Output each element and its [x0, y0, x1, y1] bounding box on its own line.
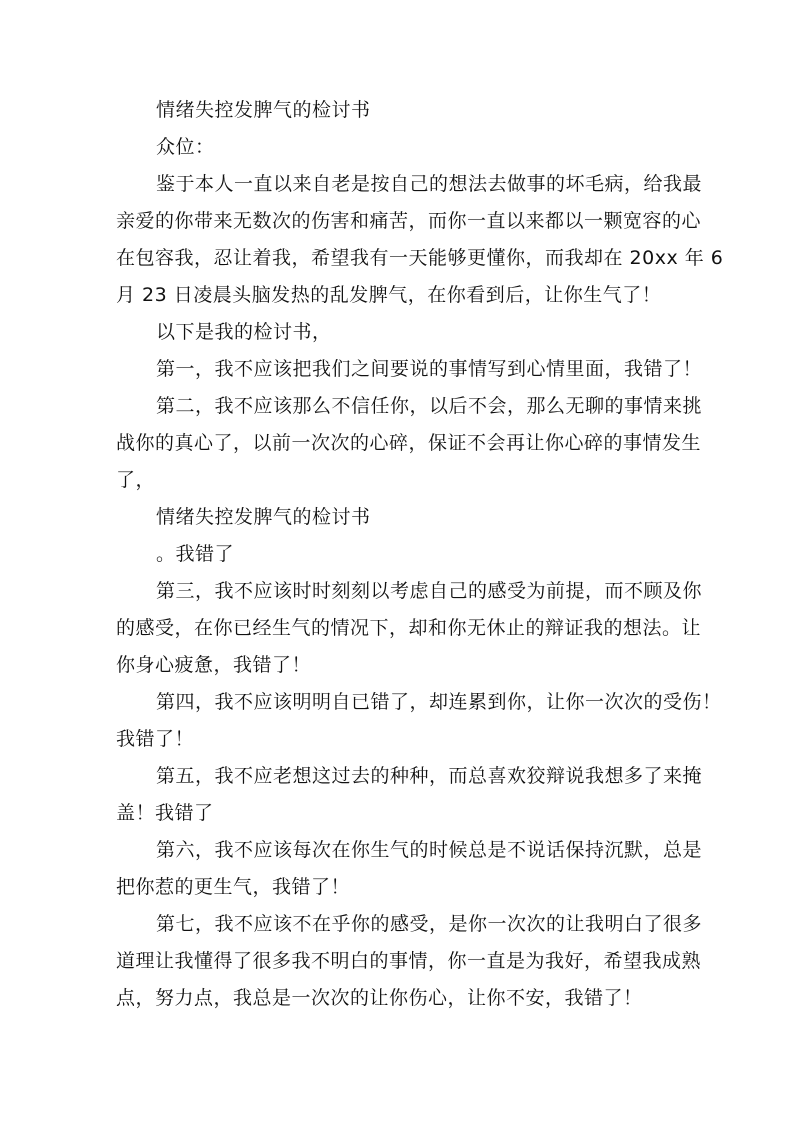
- text-line: 以下是我的检讨书，: [156, 321, 332, 343]
- text-line: 第五，我不应老想这过去的种种，而总喜欢狡辩说我想多了来掩: [156, 765, 703, 787]
- text-line: 你身心疲惫，我错了！: [116, 654, 312, 676]
- text-line: 了，: [116, 469, 156, 491]
- text-line: 鉴于本人一直以来自老是按自己的想法去做事的坏毛病，给我最: [156, 173, 703, 195]
- text-line: 情绪失控发脾气的检讨书: [156, 506, 371, 528]
- text-line: 月 23 日凌晨头脑发热的乱发脾气，在你看到后，让你生气了！: [116, 284, 662, 306]
- document-page: [116, 92, 724, 1017]
- document-title: 情绪失控发脾气的检讨书: [156, 99, 371, 121]
- text-line: 第三，我不应该时时刻刻以考虑自己的感受为前提，而不顾及你: [156, 580, 703, 602]
- text-line: 点，努力点，我总是一次次的让你伤心，让你不安，我错了！: [116, 987, 643, 1009]
- text-line: 战你的真心了，以前一次次的心碎，保证不会再让你心碎的事情发生: [116, 432, 702, 454]
- text-line: 盖！我错了: [116, 802, 214, 824]
- text-line: 在包容我，忍让着我，希望我有一天能够更懂你，而我却在 20xx 年 6: [116, 247, 724, 269]
- text-line: 。我错了: [156, 543, 235, 565]
- text-line: 第六，我不应该每次在你生气的时候总是不说话保持沉默，总是: [156, 839, 703, 861]
- text-line: 第二，我不应该那么不信任你，以后不会，那么无聊的事情来挑: [156, 395, 703, 417]
- text-line: 把你惹的更生气，我错了！: [116, 876, 351, 898]
- text-line: 第四，我不应该明明自已错了，却连累到你，让你一次次的受伤！: [156, 691, 722, 713]
- text-line: 第七，我不应该不在乎你的感受，是你一次次的让我明白了很多: [156, 913, 703, 935]
- text-line: 的感受，在你已经生气的情况下，却和你无休止的辩证我的想法。让: [116, 617, 702, 639]
- text-line: 道理让我懂得了很多我不明白的事情，你一直是为我好，希望我成熟: [116, 950, 702, 972]
- text-line: 第一，我不应该把我们之间要说的事情写到心情里面，我错了！: [156, 358, 703, 380]
- document-body: [116, 166, 724, 1017]
- text-line: 我错了！: [116, 728, 195, 750]
- salutation: 众位：: [156, 136, 215, 158]
- text-line: 亲爱的你带来无数次的伤害和痛苦，而你一直以来都以一颗宽容的心: [116, 210, 702, 232]
